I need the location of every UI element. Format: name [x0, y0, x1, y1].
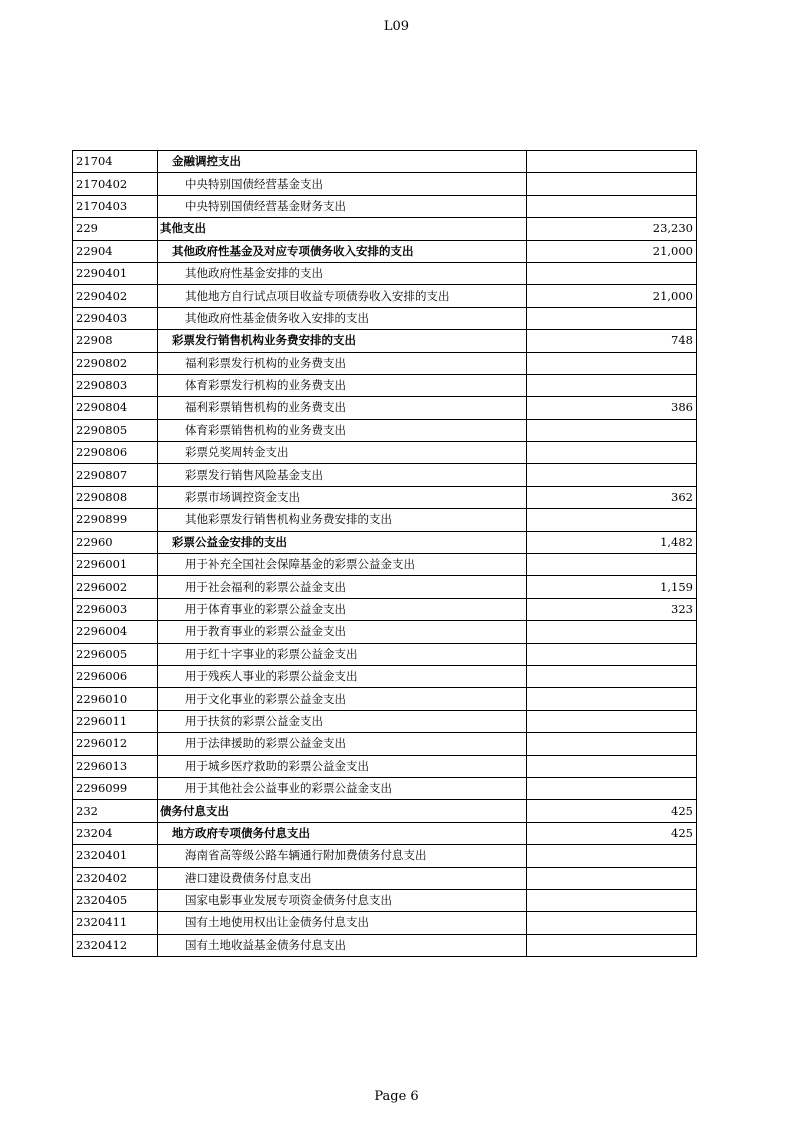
table-row	[73, 240, 697, 262]
table-row	[73, 800, 697, 822]
row-name: 彩票公益金安排的支出	[158, 531, 527, 553]
row-code: 2296011	[73, 710, 158, 732]
row-code: 2296010	[73, 688, 158, 710]
row-name: 国有土地使用权出让金债务付息支出	[158, 912, 527, 934]
row-code: 2170403	[73, 195, 158, 217]
row-code: 2296013	[73, 755, 158, 777]
page-header-code: L09	[383, 19, 410, 34]
row-amount: 425	[527, 822, 697, 844]
row-code: 2290804	[73, 397, 158, 419]
row-amount	[527, 173, 697, 195]
row-name: 中央特别国债经营基金支出	[158, 173, 527, 195]
table-row	[73, 621, 697, 643]
row-name: 用于社会福利的彩票公益金支出	[158, 576, 527, 598]
table-row	[73, 777, 697, 799]
row-name: 其他地方自行试点项目收益专项债券收入安排的支出	[158, 285, 527, 307]
row-amount	[527, 419, 697, 441]
table-row	[73, 151, 697, 173]
row-name: 其他彩票发行销售机构业务费安排的支出	[158, 509, 527, 531]
table-row	[73, 554, 697, 576]
row-code: 2290402	[73, 285, 158, 307]
row-code: 2320402	[73, 867, 158, 889]
row-code: 2290807	[73, 464, 158, 486]
row-amount	[527, 867, 697, 889]
row-code: 2296006	[73, 665, 158, 687]
row-code: 2290899	[73, 509, 158, 531]
table-row	[73, 733, 697, 755]
table-row	[73, 173, 697, 195]
row-amount	[527, 845, 697, 867]
table-row	[73, 464, 697, 486]
table-row	[73, 285, 697, 307]
row-amount	[527, 621, 697, 643]
table-row	[73, 912, 697, 934]
table-row	[73, 755, 697, 777]
row-code: 2170402	[73, 173, 158, 195]
row-name: 其他政府性基金安排的支出	[158, 262, 527, 284]
row-code: 2296003	[73, 598, 158, 620]
table-row	[73, 374, 697, 396]
budget-table	[72, 150, 697, 957]
row-name: 体育彩票销售机构的业务费支出	[158, 419, 527, 441]
row-name: 国有土地收益基金债务付息支出	[158, 934, 527, 956]
row-name: 其他政府性基金及对应专项债务收入安排的支出	[158, 240, 527, 262]
table-row	[73, 531, 697, 553]
table-row	[73, 195, 697, 217]
row-amount: 748	[527, 330, 697, 352]
row-name: 用于法律援助的彩票公益金支出	[158, 733, 527, 755]
row-code: 2320412	[73, 934, 158, 956]
table-row	[73, 509, 697, 531]
page-number: Page 6	[374, 1089, 419, 1104]
row-code: 2320411	[73, 912, 158, 934]
row-code: 2290803	[73, 374, 158, 396]
table-row	[73, 419, 697, 441]
table-row	[73, 218, 697, 240]
row-name: 金融调控支出	[158, 151, 527, 173]
row-amount	[527, 643, 697, 665]
row-amount: 1,482	[527, 531, 697, 553]
row-name: 彩票发行销售风险基金支出	[158, 464, 527, 486]
row-code: 22960	[73, 531, 158, 553]
row-code: 2290806	[73, 442, 158, 464]
row-name: 其他政府性基金债务收入安排的支出	[158, 307, 527, 329]
row-amount	[527, 151, 697, 173]
row-name: 用于残疾人事业的彩票公益金支出	[158, 665, 527, 687]
row-code: 22904	[73, 240, 158, 262]
table-row	[73, 822, 697, 844]
table-row	[73, 307, 697, 329]
row-code: 23204	[73, 822, 158, 844]
row-amount	[527, 352, 697, 374]
row-amount	[527, 307, 697, 329]
row-amount	[527, 509, 697, 531]
row-code: 2290401	[73, 262, 158, 284]
row-name: 用于扶贫的彩票公益金支出	[158, 710, 527, 732]
table-row	[73, 688, 697, 710]
row-amount	[527, 710, 697, 732]
row-amount	[527, 755, 697, 777]
row-name: 港口建设费债务付息支出	[158, 867, 527, 889]
row-name: 体育彩票发行机构的业务费支出	[158, 374, 527, 396]
row-amount	[527, 912, 697, 934]
row-name: 用于红十字事业的彩票公益金支出	[158, 643, 527, 665]
row-amount	[527, 777, 697, 799]
row-name: 国家电影事业发展专项资金债务付息支出	[158, 889, 527, 911]
row-code: 2290805	[73, 419, 158, 441]
row-name: 用于体育事业的彩票公益金支出	[158, 598, 527, 620]
row-amount	[527, 934, 697, 956]
table-row	[73, 598, 697, 620]
row-amount	[527, 464, 697, 486]
row-code: 2296002	[73, 576, 158, 598]
row-amount	[527, 554, 697, 576]
row-name: 用于补充全国社会保障基金的彩票公益金支出	[158, 554, 527, 576]
row-amount	[527, 889, 697, 911]
table-row	[73, 845, 697, 867]
table-row	[73, 397, 697, 419]
row-code: 2320405	[73, 889, 158, 911]
row-amount: 21,000	[527, 240, 697, 262]
row-name: 其他支出	[158, 218, 527, 240]
row-name: 彩票兑奖周转金支出	[158, 442, 527, 464]
row-name: 用于教育事业的彩票公益金支出	[158, 621, 527, 643]
row-name: 海南省高等级公路车辆通行附加费债务付息支出	[158, 845, 527, 867]
row-code: 232	[73, 800, 158, 822]
row-amount	[527, 688, 697, 710]
row-amount: 425	[527, 800, 697, 822]
table-row	[73, 486, 697, 508]
table-row	[73, 576, 697, 598]
row-name: 用于城乡医疗救助的彩票公益金支出	[158, 755, 527, 777]
row-amount: 386	[527, 397, 697, 419]
table-row	[73, 889, 697, 911]
row-name: 彩票发行销售机构业务费安排的支出	[158, 330, 527, 352]
row-code: 2296012	[73, 733, 158, 755]
table-row	[73, 710, 697, 732]
row-code: 2320401	[73, 845, 158, 867]
row-code: 229	[73, 218, 158, 240]
row-code: 2296005	[73, 643, 158, 665]
row-amount	[527, 262, 697, 284]
row-amount: 362	[527, 486, 697, 508]
row-name: 债务付息支出	[158, 800, 527, 822]
row-name: 中央特别国债经营基金财务支出	[158, 195, 527, 217]
table-row	[73, 665, 697, 687]
row-amount: 323	[527, 598, 697, 620]
row-name: 地方政府专项债务付息支出	[158, 822, 527, 844]
row-amount	[527, 374, 697, 396]
row-name: 用于其他社会公益事业的彩票公益金支出	[158, 777, 527, 799]
row-amount	[527, 665, 697, 687]
table-row	[73, 330, 697, 352]
table-row	[73, 442, 697, 464]
row-code: 2296004	[73, 621, 158, 643]
row-code: 22908	[73, 330, 158, 352]
row-amount	[527, 442, 697, 464]
row-amount: 21,000	[527, 285, 697, 307]
table-row	[73, 262, 697, 284]
table-row	[73, 934, 697, 956]
row-name: 彩票市场调控资金支出	[158, 486, 527, 508]
table-row	[73, 643, 697, 665]
row-code: 2290403	[73, 307, 158, 329]
row-code: 2296099	[73, 777, 158, 799]
table-row	[73, 352, 697, 374]
row-name: 福利彩票销售机构的业务费支出	[158, 397, 527, 419]
row-name: 福利彩票发行机构的业务费支出	[158, 352, 527, 374]
row-code: 2290802	[73, 352, 158, 374]
table-row	[73, 867, 697, 889]
budget-table-body	[73, 151, 697, 957]
row-code: 2290808	[73, 486, 158, 508]
row-name: 用于文化事业的彩票公益金支出	[158, 688, 527, 710]
row-amount	[527, 195, 697, 217]
row-code: 2296001	[73, 554, 158, 576]
row-amount: 1,159	[527, 576, 697, 598]
row-amount	[527, 733, 697, 755]
row-amount: 23,230	[527, 218, 697, 240]
row-code: 21704	[73, 151, 158, 173]
